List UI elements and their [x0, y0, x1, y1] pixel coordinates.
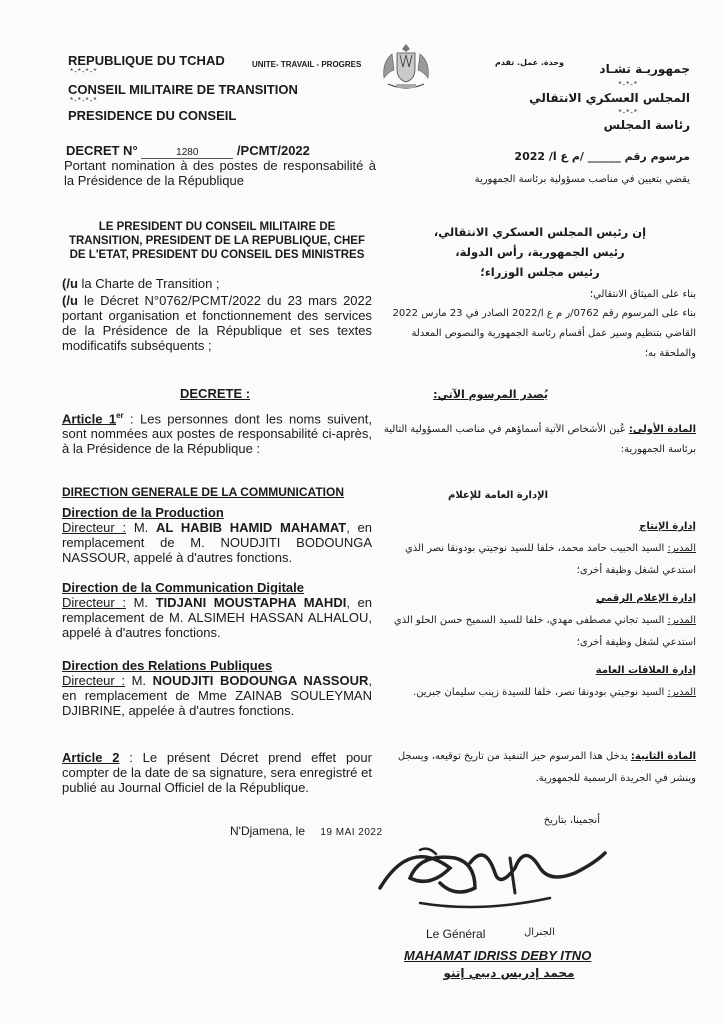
director-name: TIDJANI MOUSTAPHA MAHDI [155, 595, 347, 610]
decrete-ar: يُصدر المرسوم الآتي: [433, 388, 548, 401]
header-stars-ar: *-*-* [618, 108, 638, 117]
header-presidency-ar: رئاسة المجلس [603, 118, 690, 132]
director-role: Directeur : [62, 673, 125, 688]
article2-text-ar: يدخل هذا المرسوم حيز التنفيذ من تاريخ توقيعه، ويسجل وينشر في الجريدة الرسمية للجمهورية. [397, 751, 696, 784]
authority-ar-line: رئيس مجلس الوزراء؛ [480, 265, 600, 279]
direction-title-ar: إدارة العلاقات العامة [595, 665, 696, 676]
direction-body-ar [374, 682, 696, 704]
article1-text-ar: عُين الأشخاص الآتية أسماؤهم في مناصب المسؤولية التالية برئاسة الجمهورية: [383, 424, 696, 455]
article1-ar [374, 420, 696, 460]
signature-date: 19 MAI 2022 [320, 827, 383, 838]
director-prefix: M. [131, 673, 147, 688]
director-text-ar: السيد تجاني مصطفى مهدي، خلفا للسيد السميح حسن الحلو الذي استدعي لشغل وظيفة أخرى؛ [393, 615, 696, 648]
article2-label: Article 2 [62, 750, 120, 765]
direction-title-ar: إدارة الإعلام الرقمي [595, 593, 696, 604]
article1-fr [62, 408, 372, 456]
vu-prefix: (/u [62, 293, 78, 308]
direction-digital-fr [62, 580, 372, 640]
decree-label: DECRET N° [66, 143, 138, 158]
article2-fr [62, 750, 372, 795]
direction-body-ar [374, 610, 696, 654]
vu2-ar: بناء على المرسوم رقم 0762/ر م ع ا/2022 الصادر في 23 مارس 2022 القاضي بتنظيم وسير عمل أقسام رئاسة الجمهورية والنصوص المعدلة والملحقة به؛ [392, 308, 696, 359]
director-name: NOUDJITI BODOUNGA NASSOUR [152, 673, 369, 688]
director-text-ar: السيد نوجيتي بودونقا نصر، خلفا للسيدة زينب سليمان جبرين. [413, 687, 665, 698]
signatory-name-fr: MAHAMAT IDRISS DEBY ITNO [404, 948, 592, 963]
decree-number-line [66, 143, 366, 159]
decree-number-ar: مرسوم رقم ______ /م ع ا/ 2022 [514, 150, 690, 163]
authority-ar-line: إن رئيس المجلس العسكري الانتقالي، [433, 225, 647, 239]
signatory-name-ar: محمد إدريس ديبي إتنو [443, 966, 575, 980]
decree-number: 1280 [141, 147, 233, 159]
authority-fr: LE PRESIDENT DU CONSEIL MILITAIRE DE TRANSITION, PRESIDENT DE LA REPUBLIQUE, CHEF DE L'ETAT, PRESIDENT DU CONSEIL DES MINISTRES [68, 221, 366, 261]
article1-label: Article 1 [62, 411, 117, 427]
place-fr: N'Djamena, le [230, 824, 305, 838]
direction-production-ar [374, 516, 696, 582]
direction-title-ar: إدارة الإنتاج [639, 521, 696, 532]
dg-title-fr: DIRECTION GENERALE DE LA COMMUNICATION [62, 485, 344, 499]
decree-subject-ar: يقضي بتعيين في مناصب مسؤولية برئاسة الجمهورية [474, 174, 690, 185]
director-text: , en remplacement de Mme ZAINAB SOULEYMAN DJIBRINE, appelée à d'autres fonctions. [62, 673, 372, 718]
director-text-ar: السيد الحبيب حامد محمد، خلفا للسيد نوجيتي بودونقا نصر الذي استدعي لشغل وظيفة أخرى؛ [404, 543, 696, 576]
authority-ar [390, 222, 690, 282]
director-text: , en remplacement de M. ALSIMEH HASSAN ALHALOU, appelé à d'autres fonctions. [62, 595, 372, 640]
director-role-ar: المدير: [667, 615, 696, 626]
article2-label-ar: المادة الثانية: [630, 751, 696, 762]
rank-ar: الجنرال [524, 927, 555, 938]
director-name: AL HABIB HAMID MAHAMAT [156, 520, 347, 535]
header-stars: *-*-*-* [70, 96, 98, 105]
header-stars-ar: *-*-* [618, 80, 638, 89]
director-text: , en remplacement de M. NOUDJITI BODOUNGA NASSOUR, appelé à d'autres fonctions. [62, 520, 373, 565]
rank-fr: Le Général [426, 927, 486, 941]
article2-ar [374, 746, 696, 790]
direction-body [62, 520, 372, 565]
decree-subject-fr: Portant nomination à des postes de responsabilité à la Présidence de la République [64, 158, 376, 188]
direction-title: Direction de la Communication Digitale [62, 580, 304, 595]
direction-production-fr [62, 505, 372, 565]
director-prefix: M. [133, 595, 149, 610]
director-role-ar: المدير: [667, 687, 696, 698]
decrete-fr: DECRETE : [180, 386, 251, 401]
article1-label-ar: المادة الأولى: [628, 424, 696, 435]
decree-suffix: /PCMT/2022 [236, 143, 310, 158]
place-ar: أنجمينا، بتاريخ [543, 815, 600, 826]
vu2-text: le Décret N°0762/PCMT/2022 du 23 mars 2022 portant organisation et fonctionnement des services de la Présidence de la République et ses textes modificatifs subséquents ; [62, 293, 372, 353]
direction-title: Direction des Relations Publiques [62, 658, 273, 673]
vu1-fr [62, 276, 372, 291]
direction-body [62, 595, 372, 640]
director-prefix: M. [133, 520, 149, 535]
header-council-ar: المجلس العسكري الانتقالي [529, 91, 690, 105]
vu2-fr [62, 293, 372, 353]
header-presidency-fr: PRESIDENCE DU CONSEIL [68, 108, 237, 123]
direction-title: Direction de la Production [62, 505, 224, 520]
header-republic-ar: جمهوريـة تشـاد [599, 62, 690, 76]
coat-of-arms-emblem [376, 40, 436, 95]
vu1-ar: بناء على الميثاق الانتقالي؛ [589, 289, 696, 300]
header-council-fr: CONSEIL MILITAIRE DE TRANSITION [68, 82, 298, 97]
direction-body [62, 673, 372, 718]
article2-text: : Le présent Décret prend effet pour compter de la date de sa signature, sera enregistré et publié au Journal Officiel de la République. [62, 750, 372, 795]
header-motto-fr: UNITE- TRAVAIL - PROGRES [252, 60, 362, 69]
authority-ar-line: رئيس الجمهورية، رأس الدولة، [455, 245, 625, 259]
director-role: Directeur : [62, 520, 127, 535]
article1-text: : Les personnes dont les noms suivent, sont nommées aux postes de responsabilité ci-après, à la Présidence de la République : [62, 411, 372, 457]
header-stars: *-*-*-* [70, 67, 98, 76]
handwritten-signature [360, 828, 610, 928]
direction-body-ar [374, 538, 696, 582]
dg-title-ar: الإدارة العامة للإعلام [448, 490, 548, 501]
direction-public-relations-ar [374, 660, 696, 704]
header-motto-ar: وحدة. عمل. تقدم [495, 58, 564, 67]
vu-prefix: (/u [62, 276, 78, 291]
director-role: Directeur : [62, 595, 126, 610]
direction-public-relations-fr [62, 658, 372, 718]
direction-digital-ar [374, 588, 696, 654]
header-republic-fr: REPUBLIQUE DU TCHAD [68, 53, 225, 68]
vu1-text: la Charte de Transition ; [81, 276, 220, 291]
article1-sup: er [116, 411, 124, 420]
director-role-ar: المدير: [667, 543, 696, 554]
